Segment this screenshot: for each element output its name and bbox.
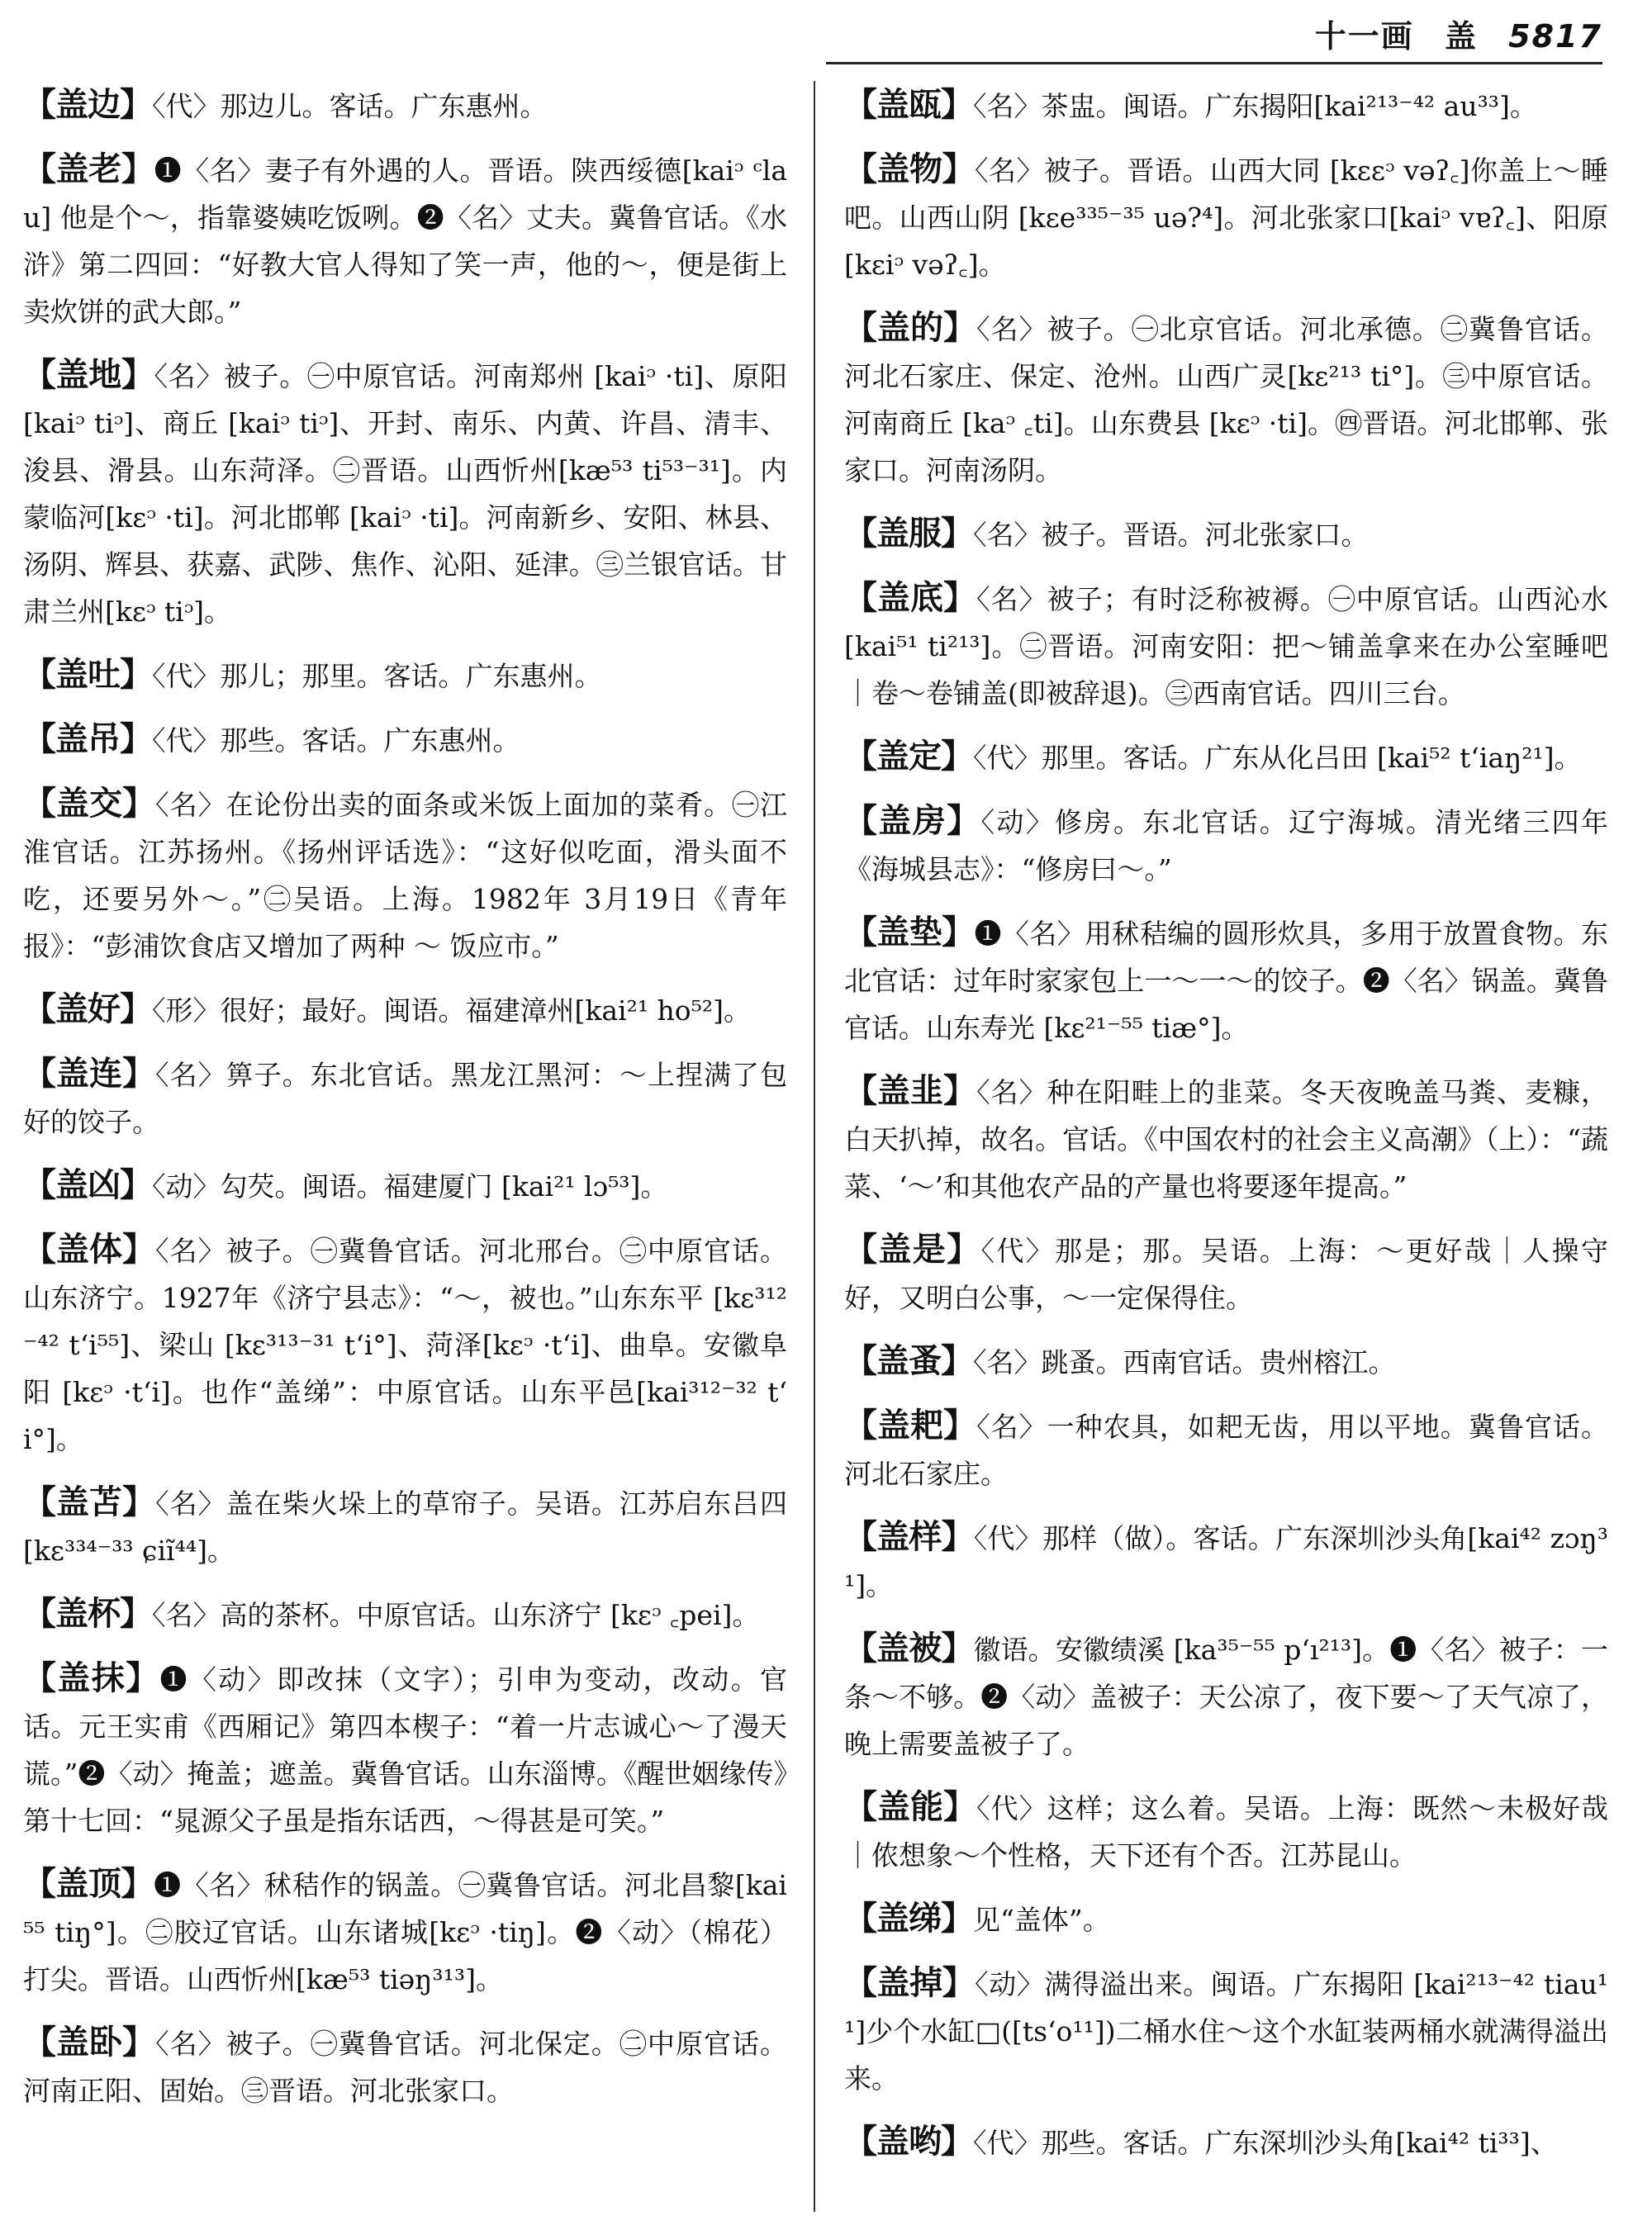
entry-definition: 〈名〉被子。晋语。山西大同 [kɛɛᵓ vəʔ꜀]你盖上～睡吧。山西山阴 [kɛe³³⁵⁻³⁵ uə?⁴]。河北张家口[kaiᵓ vɐʔ꜀]、阳原 [kɛiᵓ vəʔ꜀]。	[844, 154, 1608, 281]
dictionary-entry	[844, 510, 1608, 558]
column-divider	[814, 81, 815, 2212]
entry-definition: 〈动〉满得溢出来。闽语。广东揭阳 [kai²¹³⁻⁴² tiau¹¹]少个水缸□([tsʻo¹¹])二桶水住～这个水缸装两桶水就满得溢出来。	[844, 1968, 1608, 2095]
dictionary-entry	[844, 1895, 1608, 1943]
right-column	[844, 81, 1608, 2212]
dictionary-entry	[844, 304, 1608, 494]
entry-definition: 〈名〉种在阳畦上的韭菜。冬天夜晚盖马粪、麦糠，白天扒掉，故名。官话。《中国农村的社会主义高潮》（上）：“蔬菜、‘～’和其他农产品的产量也将要逐年提高。”	[844, 1076, 1608, 1203]
dictionary-entry	[23, 1161, 787, 1210]
entry-definition: 〈代〉那儿；那里。客话。广东惠州。	[152, 660, 602, 692]
header-rule	[826, 62, 1602, 64]
entry-definition: 〈名〉盖在柴火垛上的草帘子。吴语。江苏启东吕四[kɛ³³⁴⁻³³ ɕiĩ⁴⁴]。	[23, 1487, 787, 1567]
running-header	[1297, 11, 1602, 56]
dictionary-entry	[23, 1226, 787, 1463]
dictionary-entry	[844, 797, 1608, 893]
entry-headword: 【盖的】	[844, 308, 977, 347]
entry-definition: 〈代〉那样（做）。客话。广东深圳沙头角[kai⁴² zɔŋ³¹]。	[844, 1522, 1608, 1601]
entry-headword: 【盖是】	[844, 1230, 981, 1269]
entry-definition: 〈名〉被子。㊀中原官话。河南郑州 [kaiᵓ ·ti]、原阳[kaiᵓ tiᵓ]、商丘 [kaiᵓ tiᵓ]、开封、南乐、内黄、许昌、清丰、浚县、滑县。山东菏泽。㊁晋语。山西忻州[kæ⁵³ ti⁵³⁻³¹]。内蒙临河[kɛᵓ ·ti]。河北邯郸 [kaiᵓ ·ti]。河南新乡、安阳、林县、汤阴、辉县、获嘉、武陟、焦作、沁阳、延津。㊂兰银官话。甘肃兰州[kɛᵓ tiᵓ]。	[23, 360, 787, 628]
entry-headword: 【盖韭】	[844, 1071, 977, 1110]
entry-headword: 【盖物】	[844, 149, 975, 188]
entry-headword: 【盖房】	[844, 801, 981, 840]
entry-headword: 【盖抹】	[23, 1658, 160, 1697]
entry-definition: 〈名〉一种农具，如耙无齿，用以平地。冀鲁官话。河北石家庄。	[844, 1411, 1608, 1490]
entry-headword: 【盖样】	[844, 1517, 974, 1556]
dictionary-entry	[844, 1625, 1608, 1767]
entry-headword: 【盖连】	[23, 1054, 156, 1093]
entry-headword: 【盖掉】	[844, 1963, 976, 2002]
entry-headword: 【盖边】	[23, 85, 152, 124]
dictionary-entry	[844, 574, 1608, 717]
entry-definition: 〈名〉箅子。东北官话。黑龙江黑河：～上捏满了包好的饺子。	[23, 1059, 787, 1138]
entry-headword: 【盖杯】	[23, 1594, 152, 1633]
dictionary-entry	[844, 1959, 1608, 2102]
entry-definition: 〈代〉这样；这么着。吴语。上海：既然～未极好哉｜侬想象～个性格，天下还有个否。江苏昆山。	[844, 1792, 1608, 1872]
dictionary-entry	[844, 1513, 1608, 1609]
dictionary-entry	[844, 2118, 1608, 2166]
dictionary-entry	[844, 909, 1608, 1051]
dictionary-entry	[844, 1783, 1608, 1879]
dictionary-entry	[844, 1226, 1608, 1321]
dictionary-entry	[23, 1860, 787, 2003]
entry-headword: 【盖好】	[23, 989, 152, 1028]
entry-definition: 〈代〉那是；那。吴语。上海：～更好哉｜人操守好，又明白公事，～一定保得住。	[844, 1235, 1608, 1314]
entry-definition: 〈名〉被子。㊀北京官话。河北承德。㊁冀鲁官话。河北石家庄、保定、沧州。山西广灵[kɛ²¹³ ti°]。㊂中原官话。河南商丘 [kaᵓ ꜀ti]。山东费县 [kɛᵓ ·ti]。㊃晋语。河北邯郸、张家口。河南汤阴。	[844, 313, 1608, 486]
entry-headword: 【盖地】	[23, 355, 154, 394]
entry-headword: 【盖体】	[23, 1230, 156, 1269]
entry-definition: 〈代〉那边儿。客话。广东惠州。	[152, 90, 548, 122]
entry-definition: 〈名〉跳蚤。西南官话。贵州榕江。	[973, 1346, 1396, 1378]
dictionary-entry	[23, 985, 787, 1034]
entry-definition: 〈动〉修房。东北官话。辽宁海城。清光绪三四年《海城县志》：“修房曰～。”	[844, 806, 1608, 885]
dictionary-entry	[23, 1050, 787, 1146]
dictionary-entry	[844, 1402, 1608, 1497]
entry-headword: 【盖吊】	[23, 719, 152, 758]
dictionary-entry	[23, 651, 787, 700]
dictionary-entry	[844, 1067, 1608, 1210]
entry-definition: 〈形〉很好；最好。闽语。福建漳州[kai²¹ ho⁵²]。	[152, 994, 752, 1027]
left-column	[23, 81, 787, 2212]
entry-definition: 〈动〉勾芡。闽语。福建厦门 [kai²¹ lɔ⁵³]。	[152, 1170, 668, 1203]
entry-headword: 【盖哟】	[844, 2122, 973, 2161]
entry-headword: 【盖凶】	[23, 1165, 152, 1204]
dictionary-entry	[844, 733, 1608, 781]
entry-headword: 【盖定】	[844, 737, 973, 776]
entry-headword: 【盖顶】	[23, 1864, 154, 1903]
entry-definition: ❶〈名〉秫秸作的锅盖。㊀冀鲁官话。河北昌黎[kai⁵⁵ tiŋ°]。㊁胶辽官话。山东诸城[kɛᵓ ·tiŋ]。❷〈动〉（棉花）打尖。晋语。山西忻州[kæ⁵³ tiəŋ³¹³]。	[23, 1869, 787, 1995]
header-radical: 十一画	[1314, 17, 1414, 55]
dictionary-entry	[23, 1478, 787, 1574]
entry-definition: 〈代〉那些。客话。广东惠州。	[152, 724, 520, 757]
dictionary-entry	[23, 780, 787, 970]
entry-definition: 〈名〉被子；有时泛称被褥。㊀中原官话。山西沁水 [kai⁵¹ ti²¹³]。㊁晋语。河南安阳：把～铺盖拿来在办公室睡吧｜卷～卷铺盖(即被辞退)。㊂西南官话。四川三台。	[844, 583, 1608, 709]
dictionary-entry	[844, 1337, 1608, 1386]
entry-definition: 〈代〉那里。客话。广东从化吕田 [kai⁵² tʻiaŋ²¹]。	[973, 742, 1582, 774]
entry-headword: 【盖老】	[23, 149, 154, 188]
entry-headword: 【盖绨】	[844, 1899, 973, 1938]
dictionary-entry	[23, 1654, 787, 1844]
entry-definition: ❶〈名〉用秫秸编的圆形炊具，多用于放置食物。东北官话：过年时家家包上一～一～的饺子。❷〈名〉锅盖。冀鲁官话。山东寿光 [kɛ²¹⁻⁵⁵ tiæ°]。	[844, 918, 1608, 1044]
entry-headword: 【盖服】	[844, 514, 973, 553]
entry-definition: 徽语。安徽绩溪 [ka³⁵⁻⁵⁵ pʻı²¹³]。❶〈名〉被子：一条～不够。❷〈动〉盖被子：天公凉了，夜下要～了天气凉了，晚上需要盖被子了。	[844, 1634, 1608, 1760]
entry-definition: 〈名〉茶盅。闽语。广东揭阳[kai²¹³⁻⁴² au³³]。	[973, 90, 1537, 122]
entry-headword: 【盖苫】	[23, 1483, 156, 1521]
dictionary-entry	[23, 81, 787, 130]
dictionary-entry	[23, 2019, 787, 2114]
entry-definition: ❶〈名〉妻子有外遇的人。晋语。陕西绥德[kaiᵓ ᶜlau] 他是个～，指靠婆姨吃饭咧。❷〈名〉丈夫。冀鲁官话。《水浒》第二四回：“好教大官人得知了笑一声，他的～，便是街上卖炊饼的武大郎。”	[23, 154, 787, 328]
entry-headword: 【盖卧】	[23, 2023, 156, 2062]
entry-definition: 〈名〉被子。㊀冀鲁官话。河北保定。㊁中原官话。河南正阳、固始。㊂晋语。河北张家口。	[23, 2028, 787, 2107]
dictionary-entry	[23, 145, 787, 335]
dictionary-entry	[23, 351, 787, 635]
header-char: 盖	[1444, 17, 1478, 55]
dictionary-entry	[23, 715, 787, 764]
entry-headword: 【盖吐】	[23, 655, 152, 694]
entry-headword: 【盖被】	[844, 1629, 974, 1668]
entry-headword: 【盖底】	[844, 578, 977, 617]
entry-definition: 见“盖体”。	[973, 1904, 1110, 1936]
entry-definition: 〈代〉那些。客话。广东深圳沙头角[kai⁴² ti³³]、	[973, 2127, 1558, 2159]
entry-definition: 〈名〉高的茶杯。中原官话。山东济宁 [kɛᵓ ꜀pei]。	[152, 1599, 760, 1631]
dictionary-entry	[844, 81, 1608, 130]
page-number: 5817	[1508, 18, 1602, 55]
entry-definition: 〈名〉被子。㊀冀鲁官话。河北邢台。㊁中原官话。山东济宁。1927年《济宁县志》：“～，被也。”山东东平 [kɛ³¹²⁻⁴² tʻi⁵⁵]、梁山 [kɛ³¹³⁻³¹ tʻi°]、菏泽[kɛᵓ ·tʻi]、曲阜。安徽阜阳 [kɛᵓ ·tʻi]。也作“盖绨”：中原官话。山东平邑[kai³¹²⁻³² tʻi°]。	[23, 1235, 787, 1455]
dictionary-entry	[23, 1590, 787, 1639]
entry-headword: 【盖耙】	[844, 1406, 977, 1445]
page-header	[0, 15, 1602, 64]
entry-headword: 【盖蚤】	[844, 1341, 973, 1380]
entry-headword: 【盖瓯】	[844, 85, 973, 124]
dictionary-entry	[844, 145, 1608, 288]
entry-definition: 〈名〉在论份出卖的面条或米饭上面加的菜肴。㊀江淮官话。江苏扬州。《扬州评话选》：“这好似吃面，滑头面不吃，还要另外～。”㊁吴语。上海。1982年 3月19日《青年报》：“彭浦饮食店又增加了两种 ～ 饭应市。”	[23, 789, 787, 962]
entry-definition: ❶〈动〉即改抹（文字）；引申为变动，改动。官话。元王实甫《西厢记》第四本楔子：“着一片志诚心～了漫天谎。”❷〈动〉掩盖；遮盖。冀鲁官话。山东淄博。《醒世姻缘传》第十七回：“晁源父子虽是指东话西，～得甚是可笑。”	[23, 1663, 787, 1837]
entry-definition: 〈名〉被子。晋语。河北张家口。	[973, 519, 1369, 551]
entry-headword: 【盖垫】	[844, 913, 975, 951]
entry-headword: 【盖能】	[844, 1787, 977, 1826]
entry-headword: 【盖交】	[23, 784, 156, 823]
